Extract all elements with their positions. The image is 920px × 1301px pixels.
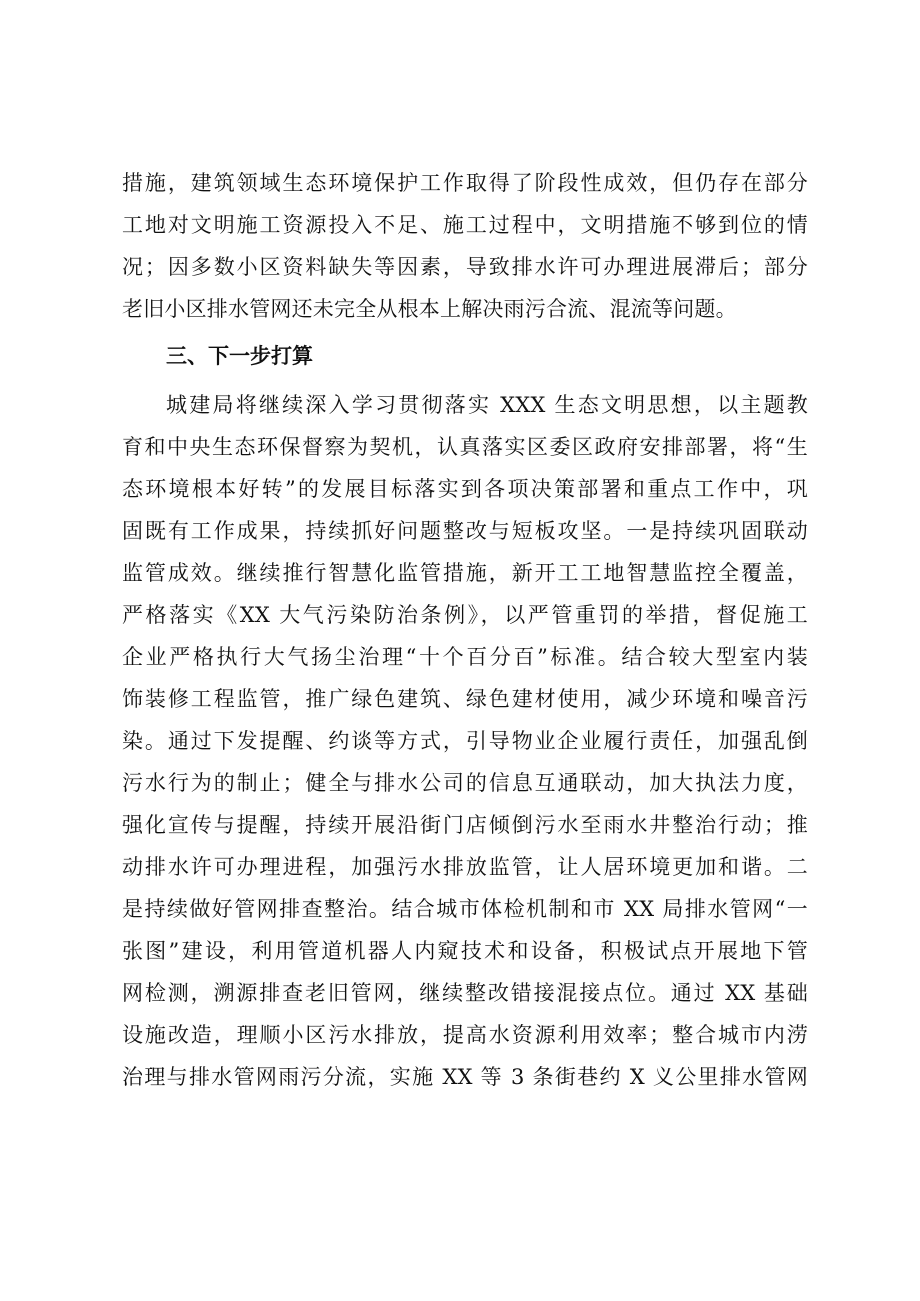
text-line: 老旧小区排水管网还未完全从根本上解决雨污合流、混流等问题。: [122, 297, 737, 321]
text-line: 监管成效。继续推行智慧化监管措施，新开工工地智慧监控全覆盖，: [122, 561, 808, 585]
text-line: 网检测，溯源排查老旧管网，继续整改错接混接点位。通过 XX 基础: [122, 981, 808, 1005]
text-line: 企业严格执行大气扬尘治理“十个百分百”标准。结合较大型室内装: [122, 645, 808, 669]
paragraph-next-steps: [122, 384, 808, 1098]
text-line: 严格落实《XX 大气污染防治条例》，以严管重罚的举措，督促施工: [122, 603, 808, 627]
text-line: 是持续做好管网排查整治。结合城市体检机制和市 XX 局排水管网“一: [122, 897, 808, 921]
text-line: 况；因多数小区资料缺失等因素，导致排水许可办理进展滞后；部分: [122, 255, 808, 279]
text-line: 工地对文明施工资源投入不足、施工过程中，文明措施不够到位的情: [122, 213, 808, 237]
paragraph-problems: [122, 162, 808, 330]
text-line: 强化宣传与提醒，持续开展沿街门店倾倒污水至雨水井整治行动；推: [122, 813, 808, 837]
text-line: 动排水许可办理进程，加强污水排放监管，让人居环境更加和谐。二: [122, 855, 808, 879]
text-line: 设施改造，理顺小区污水排放，提高水资源利用效率；整合城市内涝: [122, 1023, 808, 1047]
text-line: 育和中央生态环保督察为契机，认真落实区委区政府安排部署，将“生: [122, 435, 808, 459]
text-line: 态环境根本好转”的发展目标落实到各项决策部署和重点工作中，巩: [122, 477, 808, 501]
text-line: 饰装修工程监管，推广绿色建筑、绿色建材使用，减少环境和噪音污: [122, 687, 808, 711]
text-line: 张图”建设，利用管道机器人内窥技术和设备，积极试点开展地下管: [122, 939, 808, 963]
text-line: 污水行为的制止；健全与排水公司的信息互通联动，加大执法力度，: [122, 771, 808, 795]
section-heading: 三、下一步打算: [166, 344, 313, 368]
text-line: 城建局将继续深入学习贯彻落实 XXX 生态文明思想，以主题教: [166, 393, 808, 417]
text-line: 措施，建筑领域生态环境保护工作取得了阶段性成效，但仍存在部分: [122, 171, 808, 195]
text-line: 治理与排水管网雨污分流，实施 XX 等 3 条街巷约 X 义公里排水管网: [122, 1065, 808, 1089]
text-line: 固既有工作成果，持续抓好问题整改与短板攻坚。一是持续巩固联动: [122, 519, 808, 543]
text-line: 染。通过下发提醒、约谈等方式，引导物业企业履行责任，加强乱倒: [122, 729, 808, 753]
